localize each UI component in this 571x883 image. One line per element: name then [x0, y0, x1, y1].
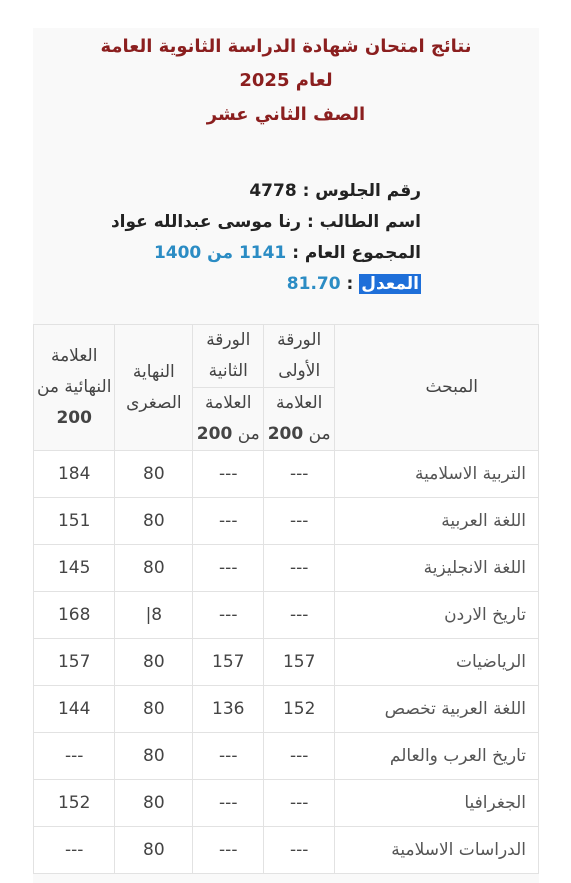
final-mark-cell: 157: [34, 639, 115, 686]
final-mark-cell: 184: [34, 451, 115, 498]
paper1-mark-label: العلامة من: [275, 393, 331, 444]
subject-cell: الجغرافيا: [335, 780, 539, 827]
paper2-cell: 136: [193, 686, 264, 733]
paper1-header: الورقة الأولى: [264, 325, 335, 388]
grade-level: الصف الثاني عشر: [206, 104, 366, 125]
minimum-cell: 80: [115, 451, 193, 498]
student-name-value: رنا موسى عبدالله عواد: [110, 212, 302, 232]
final-mark-cell: ---: [34, 733, 115, 780]
paper1-mark-header: [264, 388, 335, 451]
exam-year: لعام 2025: [239, 70, 333, 91]
total-value: 1141 من 1400: [153, 243, 287, 263]
paper2-cell: ---: [193, 545, 264, 592]
paper2-cell: ---: [193, 498, 264, 545]
total-label: المجموع العام :: [292, 243, 421, 263]
minimum-cell: 80: [115, 780, 193, 827]
paper1-cell: ---: [264, 827, 335, 874]
average-label[interactable]: المعدل: [361, 274, 419, 294]
paper2-mark-header: [193, 388, 264, 451]
paper1-cell: ---: [264, 592, 335, 639]
paper2-mark-label: العلامة من: [205, 393, 260, 444]
subject-cell: الرياضيات: [335, 639, 539, 686]
subject-header: المبحث: [335, 325, 539, 451]
table-row: [34, 451, 539, 498]
subject-cell: اللغة العربية تخصص: [335, 686, 539, 733]
minimum-cell: 80: [115, 686, 193, 733]
paper1-cell: ---: [264, 498, 335, 545]
subject-cell: اللغة العربية: [335, 498, 539, 545]
table-row: [34, 592, 539, 639]
table-row: [34, 639, 539, 686]
table-row: [34, 498, 539, 545]
final-mark-cell: 145: [34, 545, 115, 592]
paper1-cell: ---: [264, 545, 335, 592]
seat-number-label: رقم الجلوس :: [302, 181, 421, 201]
final-mark-header-label: العلامة النهائية من: [36, 346, 112, 397]
grades-table: [33, 324, 539, 874]
page-title: نتائج امتحان شهادة الدراسة الثانوية العامة: [100, 36, 472, 57]
paper1-cell: 152: [264, 686, 335, 733]
final-mark-header: [34, 325, 115, 451]
results-header: [33, 30, 539, 132]
minimum-header: النهاية الصغرى: [115, 325, 193, 451]
paper1-cell: ---: [264, 733, 335, 780]
paper1-cell: ---: [264, 780, 335, 827]
paper1-cell: ---: [264, 451, 335, 498]
table-row: [34, 686, 539, 733]
subject-cell: الدراسات الاسلامية: [335, 827, 539, 874]
subject-cell: التربية الاسلامية: [335, 451, 539, 498]
student-info: [111, 176, 421, 300]
student-name-row: [111, 207, 421, 238]
subject-cell: تاريخ العرب والعالم: [335, 733, 539, 780]
minimum-cell: 8|: [115, 592, 193, 639]
paper2-cell: ---: [193, 733, 264, 780]
final-mark-cell: 144: [34, 686, 115, 733]
final-mark-cell: 168: [34, 592, 115, 639]
paper2-mark-max: 200: [196, 424, 233, 444]
final-mark-cell: 152: [34, 780, 115, 827]
minimum-cell: 80: [115, 498, 193, 545]
minimum-cell: 80: [115, 545, 193, 592]
student-name-label: اسم الطالب :: [306, 212, 421, 232]
table-row: [34, 827, 539, 874]
subject-cell: تاريخ الاردن: [335, 592, 539, 639]
table-row: [34, 733, 539, 780]
average-row: [111, 269, 421, 300]
final-mark-cell: 151: [34, 498, 115, 545]
table-row: [34, 780, 539, 827]
seat-number-row: [111, 176, 421, 207]
paper2-cell: ---: [193, 827, 264, 874]
minimum-cell: 80: [115, 827, 193, 874]
final-mark-header-max: 200: [56, 408, 92, 428]
minimum-cell: 80: [115, 639, 193, 686]
average-separator: :: [346, 274, 354, 294]
paper1-mark-max: 200: [267, 424, 304, 444]
paper2-cell: ---: [193, 780, 264, 827]
final-mark-cell: ---: [34, 827, 115, 874]
average-value: 81.70: [286, 274, 341, 294]
seat-number-value: 4778: [249, 181, 297, 201]
total-row: [111, 238, 421, 269]
paper1-cell: 157: [264, 639, 335, 686]
paper2-cell: ---: [193, 451, 264, 498]
paper2-cell: ---: [193, 592, 264, 639]
paper2-cell: 157: [193, 639, 264, 686]
table-row: [34, 545, 539, 592]
minimum-cell: 80: [115, 733, 193, 780]
paper2-header: الورقة الثانية: [193, 325, 264, 388]
grades-body: [34, 451, 539, 874]
subject-cell: اللغة الانجليزية: [335, 545, 539, 592]
